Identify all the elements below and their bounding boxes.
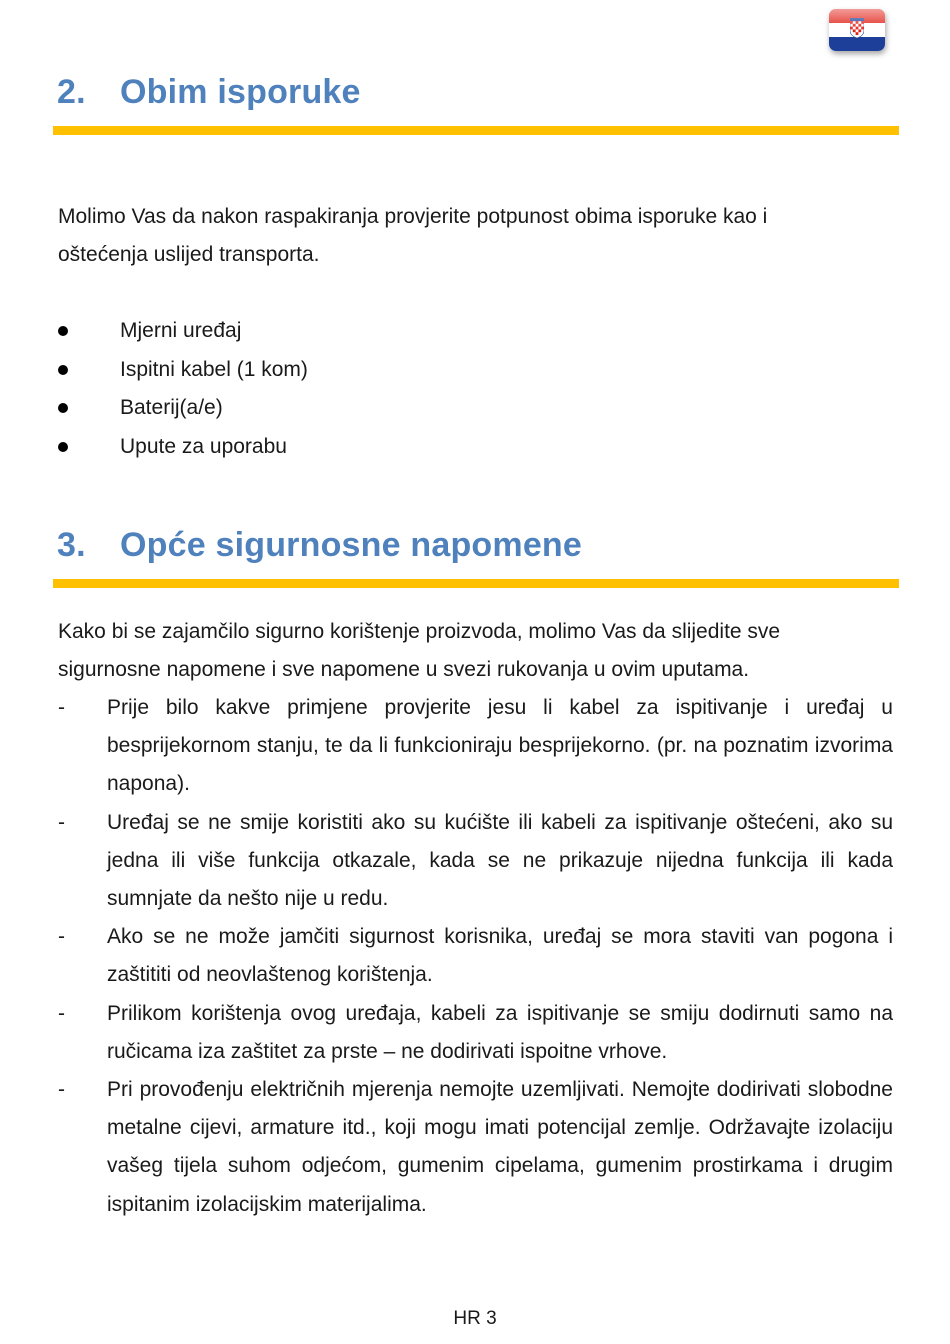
section-2-intro-line-1: Molimo Vas da nakon raspakiranja provjerite potpunost obima isporuke kao i: [58, 205, 768, 228]
dash-marker: -: [58, 1001, 65, 1025]
section-2-intro-line-2: oštećenja uslijed transporta.: [58, 243, 320, 266]
section-3-heading: [57, 526, 582, 565]
section-2-title: Obim isporuke: [120, 73, 361, 111]
croatian-flag-icon: [829, 9, 885, 51]
section-3-intro: [58, 613, 893, 689]
bullet-icon: [58, 365, 68, 375]
dash-marker: -: [58, 925, 65, 949]
section-3-number: 3.: [57, 526, 86, 564]
safety-note-item: - Pri provođenju električnih mjerenja nemojte uzemljivati. Nemojte dodirivati slobodne metalne cijevi, armature itd., koji mogu imati potencijal zemlje. Održavajte izolaciju vašeg tijela suhom odjećom, gumenim cipelama, gumenim prostirkama i drugim ispitanim izolacijskim materijalima.: [58, 1071, 893, 1224]
section-2-rule: [53, 126, 899, 135]
bullet-icon: [58, 403, 68, 413]
flag-blue-band: [829, 37, 885, 51]
bullet-icon: [58, 326, 68, 336]
section-3-title: Opće sigurnosne napomene: [120, 526, 583, 564]
safety-note-item: - Prije bilo kakve primjene provjerite jesu li kabel za ispitivanje i uređaj u besprijekornom stanju, te da li funkcioniraju besprijekorno. (pr. na poznatim izvorima napona).: [58, 689, 893, 804]
section-3-intro-line-1: Kako bi se zajamčilo sigurno korištenje proizvoda, molimo Vas da slijedite sve: [58, 620, 781, 643]
safety-note-item: - Prilikom korištenja ovog uređaja, kabeli za ispitivanje se smiju dodirnuti samo na ručicama iza zaštitet za prste – ne dodirivati ispoitne vrhove.: [58, 995, 893, 1071]
safety-notes-list: [58, 689, 893, 1224]
section-2-heading: [57, 73, 361, 112]
page-number: HR 3: [453, 1308, 497, 1329]
bullet-icon: [58, 442, 68, 452]
safety-note-item: - Ako se ne može jamčiti sigurnost korisnika, uređaj se mora staviti van pogona i zaštititi od neovlaštenog korištenja.: [58, 918, 893, 994]
section-3-rule: [53, 579, 899, 588]
dash-marker: -: [58, 1078, 65, 1102]
safety-note-item: - Uređaj se ne smije koristiti ako su kućište ili kabeli za ispitivanje oštećeni, ako su jedna ili više funkcija otkazale, kada se ne prikazuje nijedna funkcija ili kada sumnjate da nešto nije u redu.: [58, 804, 893, 919]
section-3-intro-line-2: sigurnosne napomene i sve napomene u svezi rukovanja u ovim uputama.: [58, 658, 750, 681]
flag-gloss: [829, 9, 885, 30]
section-2-intro: [58, 198, 893, 274]
dash-marker: -: [58, 810, 65, 834]
section-2-number: 2.: [57, 73, 86, 111]
dash-marker: -: [58, 696, 65, 719]
